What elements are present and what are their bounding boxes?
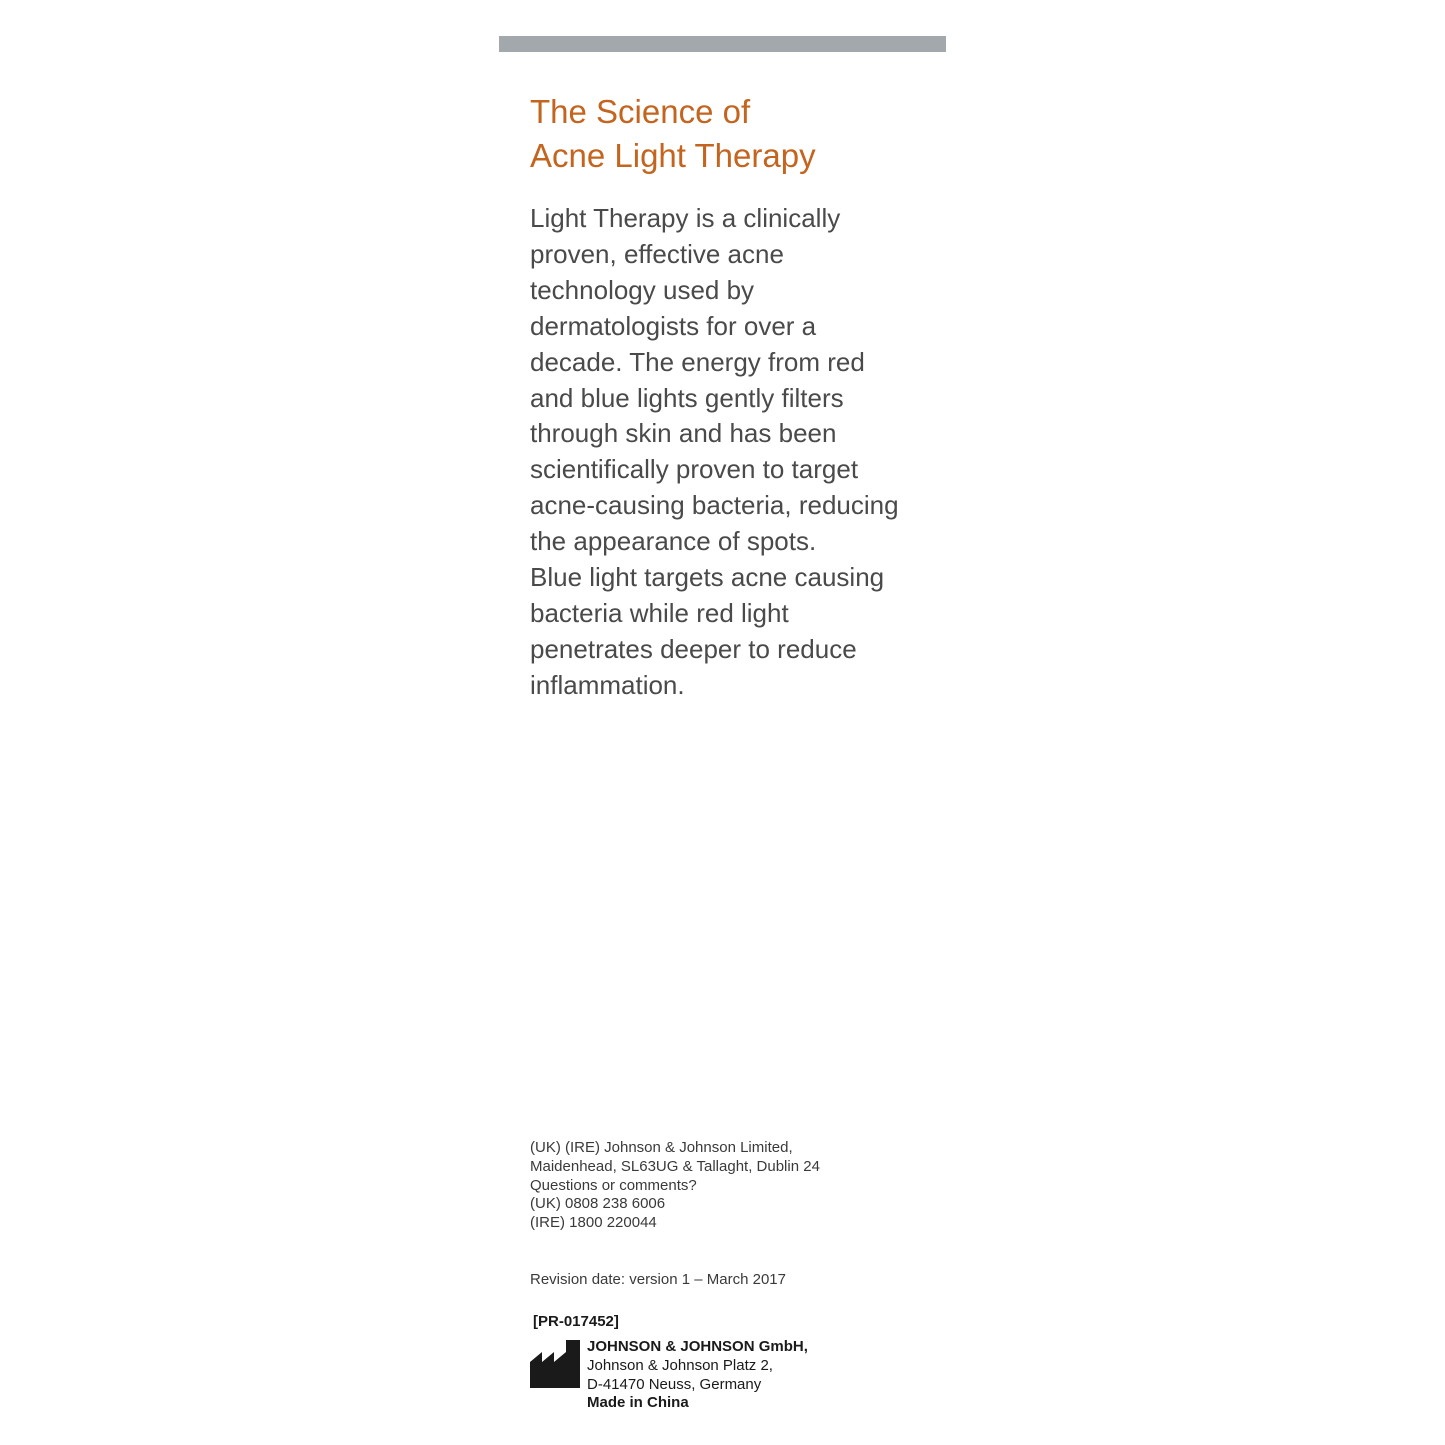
text-line: acne-causing bacteria, reducing [530, 490, 899, 521]
title-line: Acne Light Therapy [530, 137, 816, 174]
text-line: dermatologists for over a [530, 310, 817, 341]
phone-ire: (IRE) 1800 220044 [530, 1214, 657, 1232]
address-line: (UK) (IRE) Johnson & Johnson Limited, [530, 1139, 793, 1156]
text-line: scientifically proven to target [530, 454, 859, 485]
manufacturer-address-line: D-41470 Neuss, Germany [587, 1375, 762, 1393]
page-title [530, 90, 816, 178]
manufacturer-name: JOHNSON & JOHNSON GmbH, [587, 1338, 808, 1355]
manufacturer-address-line: Johnson & Johnson Platz 2, [587, 1356, 773, 1374]
manufacturer-info [587, 1338, 808, 1413]
phone-uk: (UK) 0808 238 6006 [530, 1195, 666, 1213]
title-line: The Science of [530, 93, 751, 130]
text-line: inflammation. [530, 669, 685, 700]
description-paragraph [530, 201, 899, 704]
country-of-origin: Made in China [587, 1394, 689, 1412]
text-line: penetrates deeper to reduce [530, 633, 857, 664]
leaflet-panel [530, 0, 930, 1445]
contact-address [530, 1139, 820, 1233]
text-line: the appearance of spots. [530, 526, 817, 557]
reference-code: [PR-017452] [533, 1313, 619, 1330]
factory-icon [530, 1340, 580, 1388]
text-line: Blue light targets acne causing [530, 562, 885, 593]
text-line: decade. The energy from red [530, 346, 865, 377]
text-line: Light Therapy is a clinically [530, 203, 841, 233]
revision-date: Revision date: version 1 – March 2017 [530, 1271, 786, 1288]
address-line: Maidenhead, SL63UG & Tallaght, Dublin 24 [530, 1157, 820, 1175]
text-line: and blue lights gently filters [530, 382, 844, 413]
address-line: Questions or comments? [530, 1176, 697, 1194]
text-line: proven, effective acne [530, 238, 784, 269]
text-line: through skin and has been [530, 418, 837, 449]
text-line: technology used by [530, 274, 755, 305]
text-line: bacteria while red light [530, 597, 789, 628]
